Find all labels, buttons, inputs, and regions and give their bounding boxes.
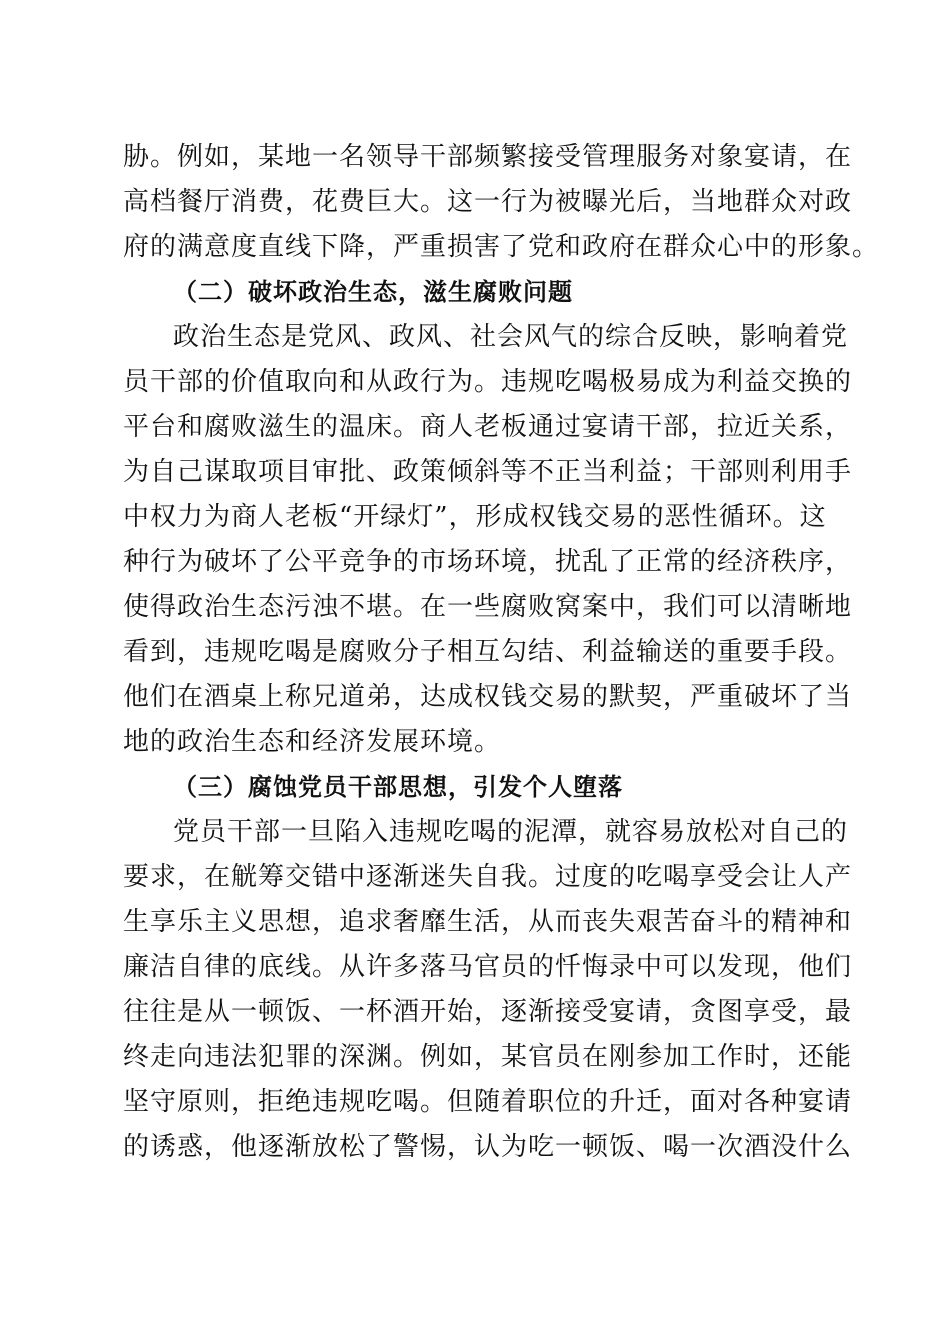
body-line: 廉洁自律的底线。从许多落马官员的忏悔录中可以发现，他们 <box>123 952 853 982</box>
body-line: 党员干部一旦陷入违规吃喝的泥潭，就容易放松对自己的 <box>173 817 849 847</box>
body-line: 他们在酒桌上称兄道弟，达成权钱交易的默契，严重破坏了当 <box>123 682 853 712</box>
body-line: 府的满意度直线下降，严重损害了党和政府在群众心中的形象。 <box>123 232 880 262</box>
body-line: 政治生态是党风、政风、社会风气的综合反映，影响着党 <box>173 322 849 352</box>
body-line: 中权力为商人老板“开绿灯”，形成权钱交易的恶性循环。这 <box>123 502 827 532</box>
body-line: 往往是从一顿饭、一杯酒开始，逐渐接受宴请，贪图享受，最 <box>123 997 853 1027</box>
body-line: 要求，在觥筹交错中逐渐迷失自我。过度的吃喝享受会让人产 <box>123 862 853 892</box>
body-line: 使得政治生态污浊不堪。在一些腐败窝案中，我们可以清晰地 <box>123 592 853 622</box>
body-line: 胁。例如，某地一名领导干部频繁接受管理服务对象宴请，在 <box>123 142 853 172</box>
body-line: 坚守原则，拒绝违规吃喝。但随着职位的升迁，面对各种宴请 <box>123 1087 853 1117</box>
body-line: 为自己谋取项目审批、政策倾斜等不正当利益；干部则利用手 <box>123 457 853 487</box>
body-line: 生享乐主义思想，追求奢靡生活，从而丧失艰苦奋斗的精神和 <box>123 907 853 937</box>
section-heading-2: （二）破坏政治生态，滋生腐败问题 <box>173 278 573 306</box>
body-line: 终走向违法犯罪的深渊。例如，某官员在刚参加工作时，还能 <box>123 1042 853 1072</box>
body-line: 种行为破坏了公平竞争的市场环境，扰乱了正常的经济秩序， <box>123 547 853 577</box>
body-line: 看到，违规吃喝是腐败分子相互勾结、利益输送的重要手段。 <box>123 637 853 667</box>
body-line: 的诱惑，他逐渐放松了警惕，认为吃一顿饭、喝一次酒没什么 <box>123 1132 853 1162</box>
section-heading-3: （三）腐蚀党员干部思想，引发个人堕落 <box>173 773 623 801</box>
body-line: 高档餐厅消费，花费巨大。这一行为被曝光后，当地群众对政 <box>123 187 853 217</box>
body-line: 员干部的价值取向和从政行为。违规吃喝极易成为利益交换的 <box>123 367 853 397</box>
body-line: 平台和腐败滋生的温床。商人老板通过宴请干部，拉近关系， <box>123 412 853 442</box>
body-line: 地的政治生态和经济发展环境。 <box>123 727 502 757</box>
